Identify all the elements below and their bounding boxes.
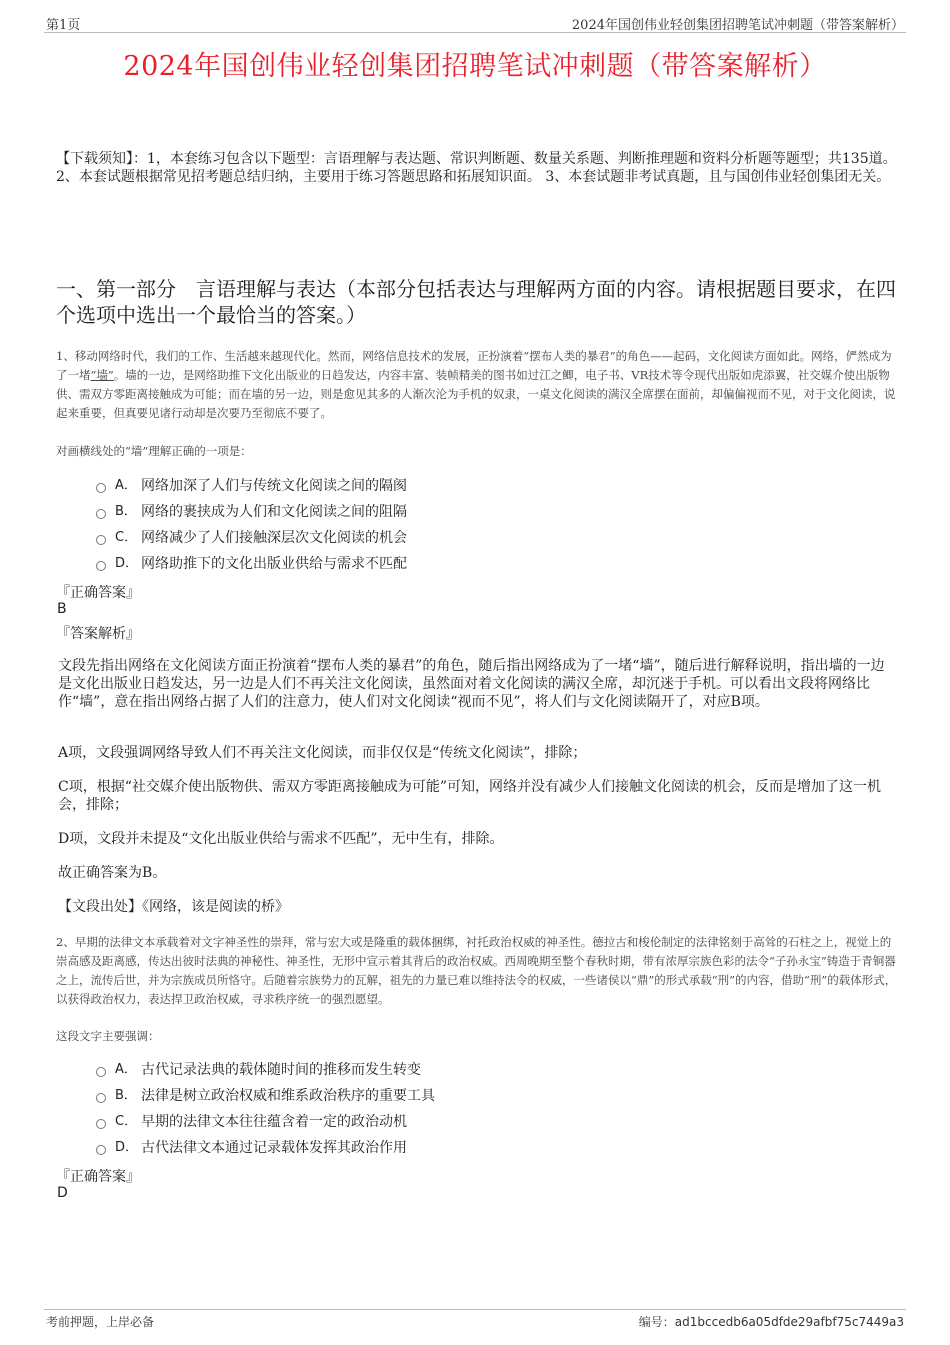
option-text: 法律是树立政治权威和维系政治秩序的重要工具 [141, 1088, 435, 1104]
question-1-source: 【文段出处】《网络，该是阅读的桥》 [58, 899, 289, 915]
header-doc-title: 2024年国创伟业轻创集团招聘笔试冲刺题（带答案解析） [571, 18, 904, 33]
radio-icon[interactable] [96, 1119, 106, 1129]
question-2-options [96, 1057, 435, 1161]
page-title: 2024年国创伟业轻创集团招聘笔试冲刺题（带答案解析） [123, 51, 827, 82]
question-2-option-d[interactable]: D． 古代法律文本通过记录载体发挥其政治作用 [96, 1135, 435, 1161]
footer-divider [44, 1309, 906, 1310]
question-1-passage [56, 347, 901, 423]
option-text: 古代记录法典的载体随时间的推移而发生转变 [141, 1062, 421, 1078]
question-2-option-c[interactable]: C． 早期的法律文本往往蕴含着一定的政治动机 [96, 1109, 435, 1135]
option-text: 早期的法律文本往往蕴含着一定的政治动机 [141, 1114, 407, 1130]
question-2-answer: D [57, 1185, 68, 1201]
question-1-underlined-term: “墙” [90, 368, 114, 382]
question-1-analysis-c: C项，根据“社交媒介使出版物供、需双方零距离接触成为可能”可知，网络并没有减少人们接触文化阅读的机会，反而是增加了这一机会，排除； [58, 779, 882, 813]
question-1-option-d[interactable]: D． 网络助推下的文化出版业供给与需求不匹配 [96, 551, 407, 577]
question-1-answer: B [57, 601, 67, 617]
question-1-analysis-d: D项，文段并未提及“文化出版业供给与需求不匹配”，无中生有，排除。 [58, 831, 504, 847]
footer-slogan: 考前押题，上岸必备 [46, 1315, 155, 1329]
option-text: 网络减少了人们接触深层次文化阅读的机会 [141, 530, 407, 546]
question-2-passage: 2、早期的法律文本承载着对文字神圣性的崇拜，常与宏大或是隆重的载体捆绑，衬托政治权威的神圣性。德拉古和梭伦制定的法律铭刻于高耸的石柱之上，视觉上的崇高感及距离感，传达出彼时法典的神秘性、神圣性，无形中宣示着其背后的政治权威。西周晚期至整个春秋时期，带有浓厚宗族色彩的法令“子孙永宝”铸造于青铜器之上，流传后世，并为宗族成员所恪守。后随着宗族势力的瓦解，祖先的力量已难以维持法令的权威，一些诸侯以“鼎”的形式承载“刑”的内容，借助“刑”的载体形式，以获得政治权力，表达捍卫政治权威，寻求秩序统一的强烈愿望。 [56, 935, 897, 1006]
header-divider [44, 32, 906, 33]
radio-icon[interactable] [96, 1145, 106, 1155]
question-1-passage-part-a: 1、移动网络时代，我们的工作、生活越来越现代化。然而，网络信息技术的发展，正扮演着“摆布人类的暴君”的角色——起码，文化阅读方面如此。网络，俨然成为了一堵 [56, 349, 892, 382]
option-text: 网络加深了人们与传统文化阅读之间的隔阂 [141, 478, 407, 494]
question-2-option-a[interactable]: A． 古代记录法典的载体随时间的推移而发生转变 [96, 1057, 435, 1083]
radio-icon[interactable] [96, 535, 106, 545]
question-1-conclusion: 故正确答案为B。 [58, 865, 167, 881]
question-1-answer-label: 『正确答案』 [56, 585, 140, 601]
question-2-prompt: 这段文字主要强调： [56, 1029, 160, 1043]
radio-icon[interactable] [96, 509, 106, 519]
question-2-answer-label: 『正确答案』 [56, 1169, 140, 1185]
radio-icon[interactable] [96, 561, 106, 571]
question-1-option-c[interactable]: C． 网络减少了人们接触深层次文化阅读的机会 [96, 525, 407, 551]
option-text: 网络助推下的文化出版业供给与需求不匹配 [141, 556, 407, 572]
question-1-analysis-main: 文段先指出网络在文化阅读方面正扮演着“摆布人类的暴君”的角色，随后指出网络成为了一堵“墙”，随后进行解释说明，指出墙的一边是文化出版业日趋发达，另一边是人们不再关注文化阅读，虽然面对着文化阅读的满汉全席，却沉迷于手机。可以看出文段将网络比作“墙”，意在指出网络占据了人们的注意力，使人们对文化阅读“视而不见”，将人们与文化阅读隔开了，对应B项。 [58, 658, 885, 710]
question-2-option-b[interactable]: B． 法律是树立政治权威和维系政治秩序的重要工具 [96, 1083, 435, 1109]
footer-code-value: ad1bccedb6a05dfde29afbf75c7449a3 [674, 1315, 904, 1329]
question-1-option-b[interactable]: B． 网络的裹挟成为人们和文化阅读之间的阻隔 [96, 499, 407, 525]
question-1-options [96, 473, 407, 577]
question-1-analysis-a: A项，文段强调网络导致人们不再关注文化阅读，而非仅仅是“传统文化阅读”，排除； [58, 745, 587, 761]
download-notice: 【下载须知】：1，本套练习包含以下题型：言语理解与表达题、常识判断题、数量关系题、判断推理题和资料分析题等题型；共135道。 2、本套试题根据常见招考题总结归纳，主要用于练习答题思路和拓展知识面。 3、本套试题非考试真题，且与国创伟业轻创集团无关。 [56, 151, 897, 185]
question-1-passage-part-b: 。墙的一边，是网络助推下文化出版业的日趋发达，内容丰富、装帧精美的图书如过江之鲫，电子书、VR技术等令现代出版如虎添翼，社交媒介使出版物供、需双方零距离接触成为可能；而在墙的另一边，则是愈见其多的人渐次沦为手机的奴隶，一桌文化阅读的满汉全席摆在面前，却偏偏视而不见，对于文化阅读，说起来重要，但真要见诸行动却是次要乃至彻底不要了。 [56, 368, 896, 420]
option-text: 古代法律文本通过记录载体发挥其政治作用 [141, 1140, 407, 1156]
radio-icon[interactable] [96, 1067, 106, 1077]
radio-icon[interactable] [96, 1093, 106, 1103]
radio-icon[interactable] [96, 483, 106, 493]
question-1-analysis-label: 『答案解析』 [56, 626, 140, 642]
section-heading: 一、第一部分 言语理解与表达（本部分包括表达与理解两方面的内容。请根据题目要求，在四个选项中选出一个最恰当的答案。） [56, 277, 896, 327]
footer-code-label: 编号： [638, 1315, 675, 1329]
option-text: 网络的裹挟成为人们和文化阅读之间的阻隔 [141, 504, 407, 520]
question-1-prompt: 对画横线处的“墙”理解正确的一项是： [56, 444, 252, 458]
page-number: 第1页 [46, 18, 81, 33]
question-1-option-a[interactable]: A． 网络加深了人们与传统文化阅读之间的隔阂 [96, 473, 407, 499]
footer-code [639, 1313, 904, 1330]
